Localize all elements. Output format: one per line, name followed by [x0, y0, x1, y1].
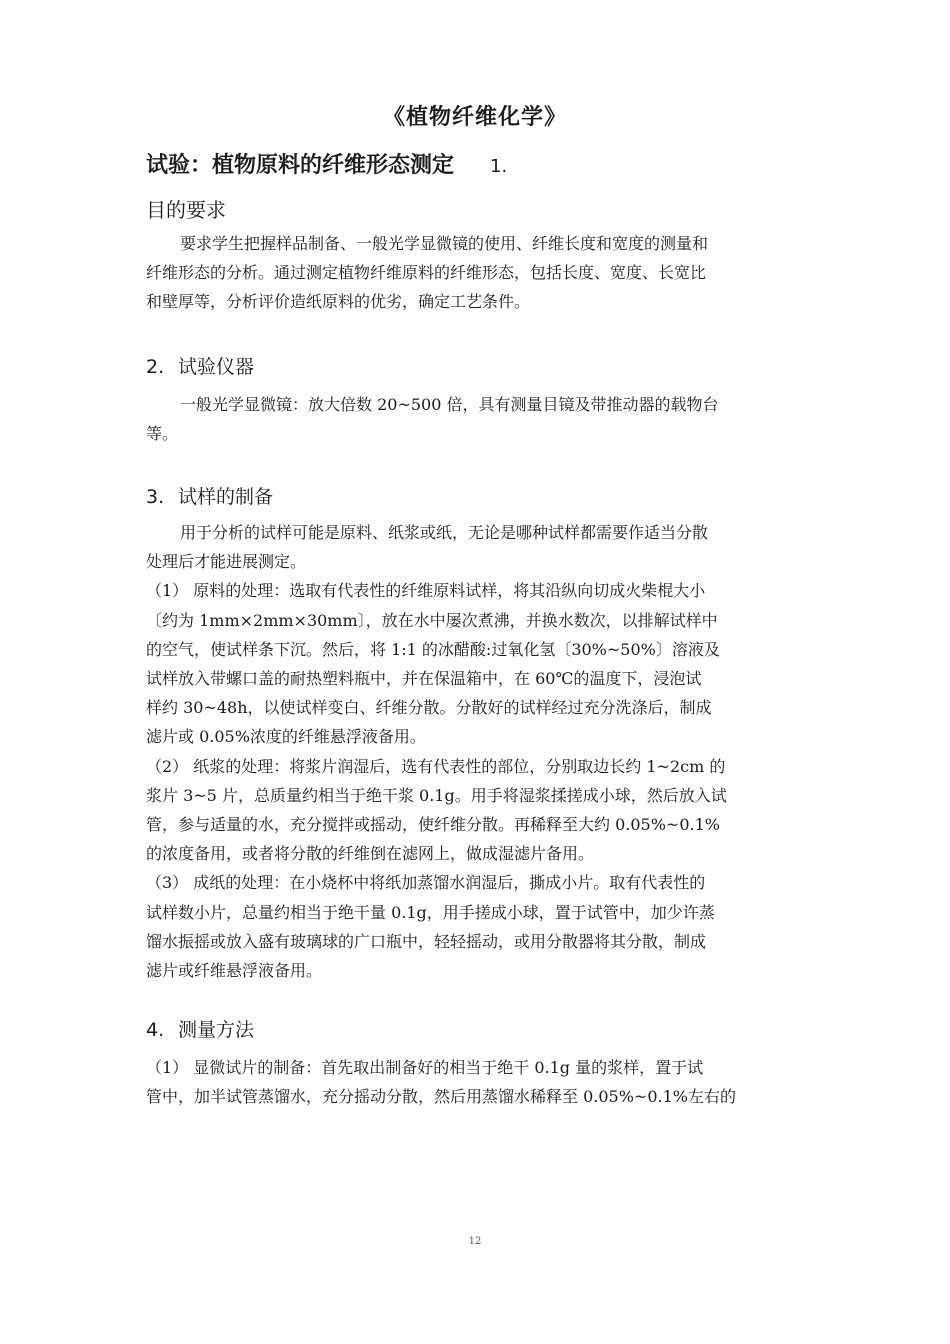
section-3-heading	[146, 482, 273, 509]
text-line: 浆片 3~5 片，总质量约相当于绝干浆 0.1g。用手将湿浆揉搓成小球，然后放入试	[146, 785, 727, 805]
section-2-body	[146, 390, 810, 448]
text-line: 要求学生把握样品制备、一般光学显微镜的使用、纤维长度和宽度的测量和	[180, 234, 709, 253]
text-line: 一般光学显微镜：放大倍数 20~500 倍，具有测量目镜及带推动器的载物台	[180, 395, 719, 414]
section-2-number: 2.	[146, 356, 165, 378]
text-line: （2） 纸浆的处理：将浆片润湿后，选有代表性的部位，分别取边长约 1~2cm 的	[146, 756, 726, 776]
experiment-title	[146, 148, 507, 179]
text-line: 馏水振摇或放入盛有玻璃球的广口瓶中，轻轻摇动，或用分散器将其分散，制成	[146, 931, 707, 951]
text-line: （1） 原料的处理：选取有代表性的纤维原料试样，将其沿纵向切成火柴棍大小	[146, 581, 706, 601]
text-line: 管，参与适量的水，充分搅拌或摇动，使纤维分散。再稀释至大约 0.05%~0.1%	[146, 815, 720, 835]
document-title: 《植物纤维化学》	[382, 104, 567, 130]
text-line: 的空气，使试样条下沉。然后，将 1:1 的冰醋酸:过氧化氢〔30%~50%〕溶液及	[146, 639, 720, 659]
experiment-number: 1.	[490, 156, 508, 177]
text-line: 的浓度备用，或者将分散的纤维倒在滤网上，做成湿滤片备用。	[146, 844, 595, 864]
text-line: 试样放入带螺口盖的耐热塑料瓶中，并在保温箱中，在 60℃的温度下，浸泡试	[146, 669, 702, 689]
section-3-title: 试样的制备	[178, 486, 274, 508]
text-line: （3） 成纸的处理：在小烧杯中将纸加蒸馏水润湿后，撕成小片。取有代表性的	[146, 873, 706, 893]
text-line: 和壁厚等，分析评价造纸原料的优劣，确定工艺条件。	[146, 292, 531, 312]
section-4-heading	[146, 1015, 254, 1042]
text-line: 试样数小片，总量约相当于绝干量 0.1g，用手搓成小球，置于试管中，加少许蒸	[146, 902, 715, 922]
text-line: 管中，加半试管蒸馏水，充分摇动分散，然后用蒸馏水稀释至 0.05%~0.1%左右的	[146, 1087, 736, 1107]
experiment-title-text: 试验：植物原料的纤维形态测定	[146, 153, 455, 178]
section-1-heading: 目的要求	[146, 198, 226, 222]
section-4-number: 4.	[146, 1019, 165, 1041]
text-line: 滤片或 0.05%浓度的纤维悬浮液备用。	[146, 727, 426, 747]
section-4-body	[146, 1053, 810, 1111]
text-line: 处理后才能进展测定。	[146, 552, 307, 572]
text-line: 纤维形态的分析。通过测定植物纤维原料的纤维形态，包括长度、宽度、长宽比	[146, 263, 707, 283]
text-line: 滤片或纤维悬浮液备用。	[146, 961, 323, 981]
section-1-body	[146, 229, 810, 317]
text-line: 等。	[146, 424, 179, 444]
text-line: 样约 30~48h，以使试样变白、纤维分散。分散好的试样经过充分洗涤后，制成	[146, 698, 712, 718]
section-3-body	[146, 518, 810, 985]
section-3-number: 3.	[146, 486, 165, 508]
section-4-title: 测量方法	[178, 1019, 255, 1041]
section-2-heading	[146, 352, 254, 379]
section-2-title: 试验仪器	[178, 356, 255, 378]
page-number: 12	[468, 1236, 482, 1247]
text-line: （1） 显微试片的制备：首先取出制备好的相当于绝干 0.1g 量的浆样，置于试	[146, 1058, 704, 1077]
text-line: 〔约为 1mm×2mm×30mm〕，放在水中屡次煮沸，并换水数次，以排解试样中	[146, 610, 718, 630]
text-line: 用于分析的试样可能是原料、纸浆或纸，无论是哪种试样都需要作适当分散	[180, 523, 709, 542]
